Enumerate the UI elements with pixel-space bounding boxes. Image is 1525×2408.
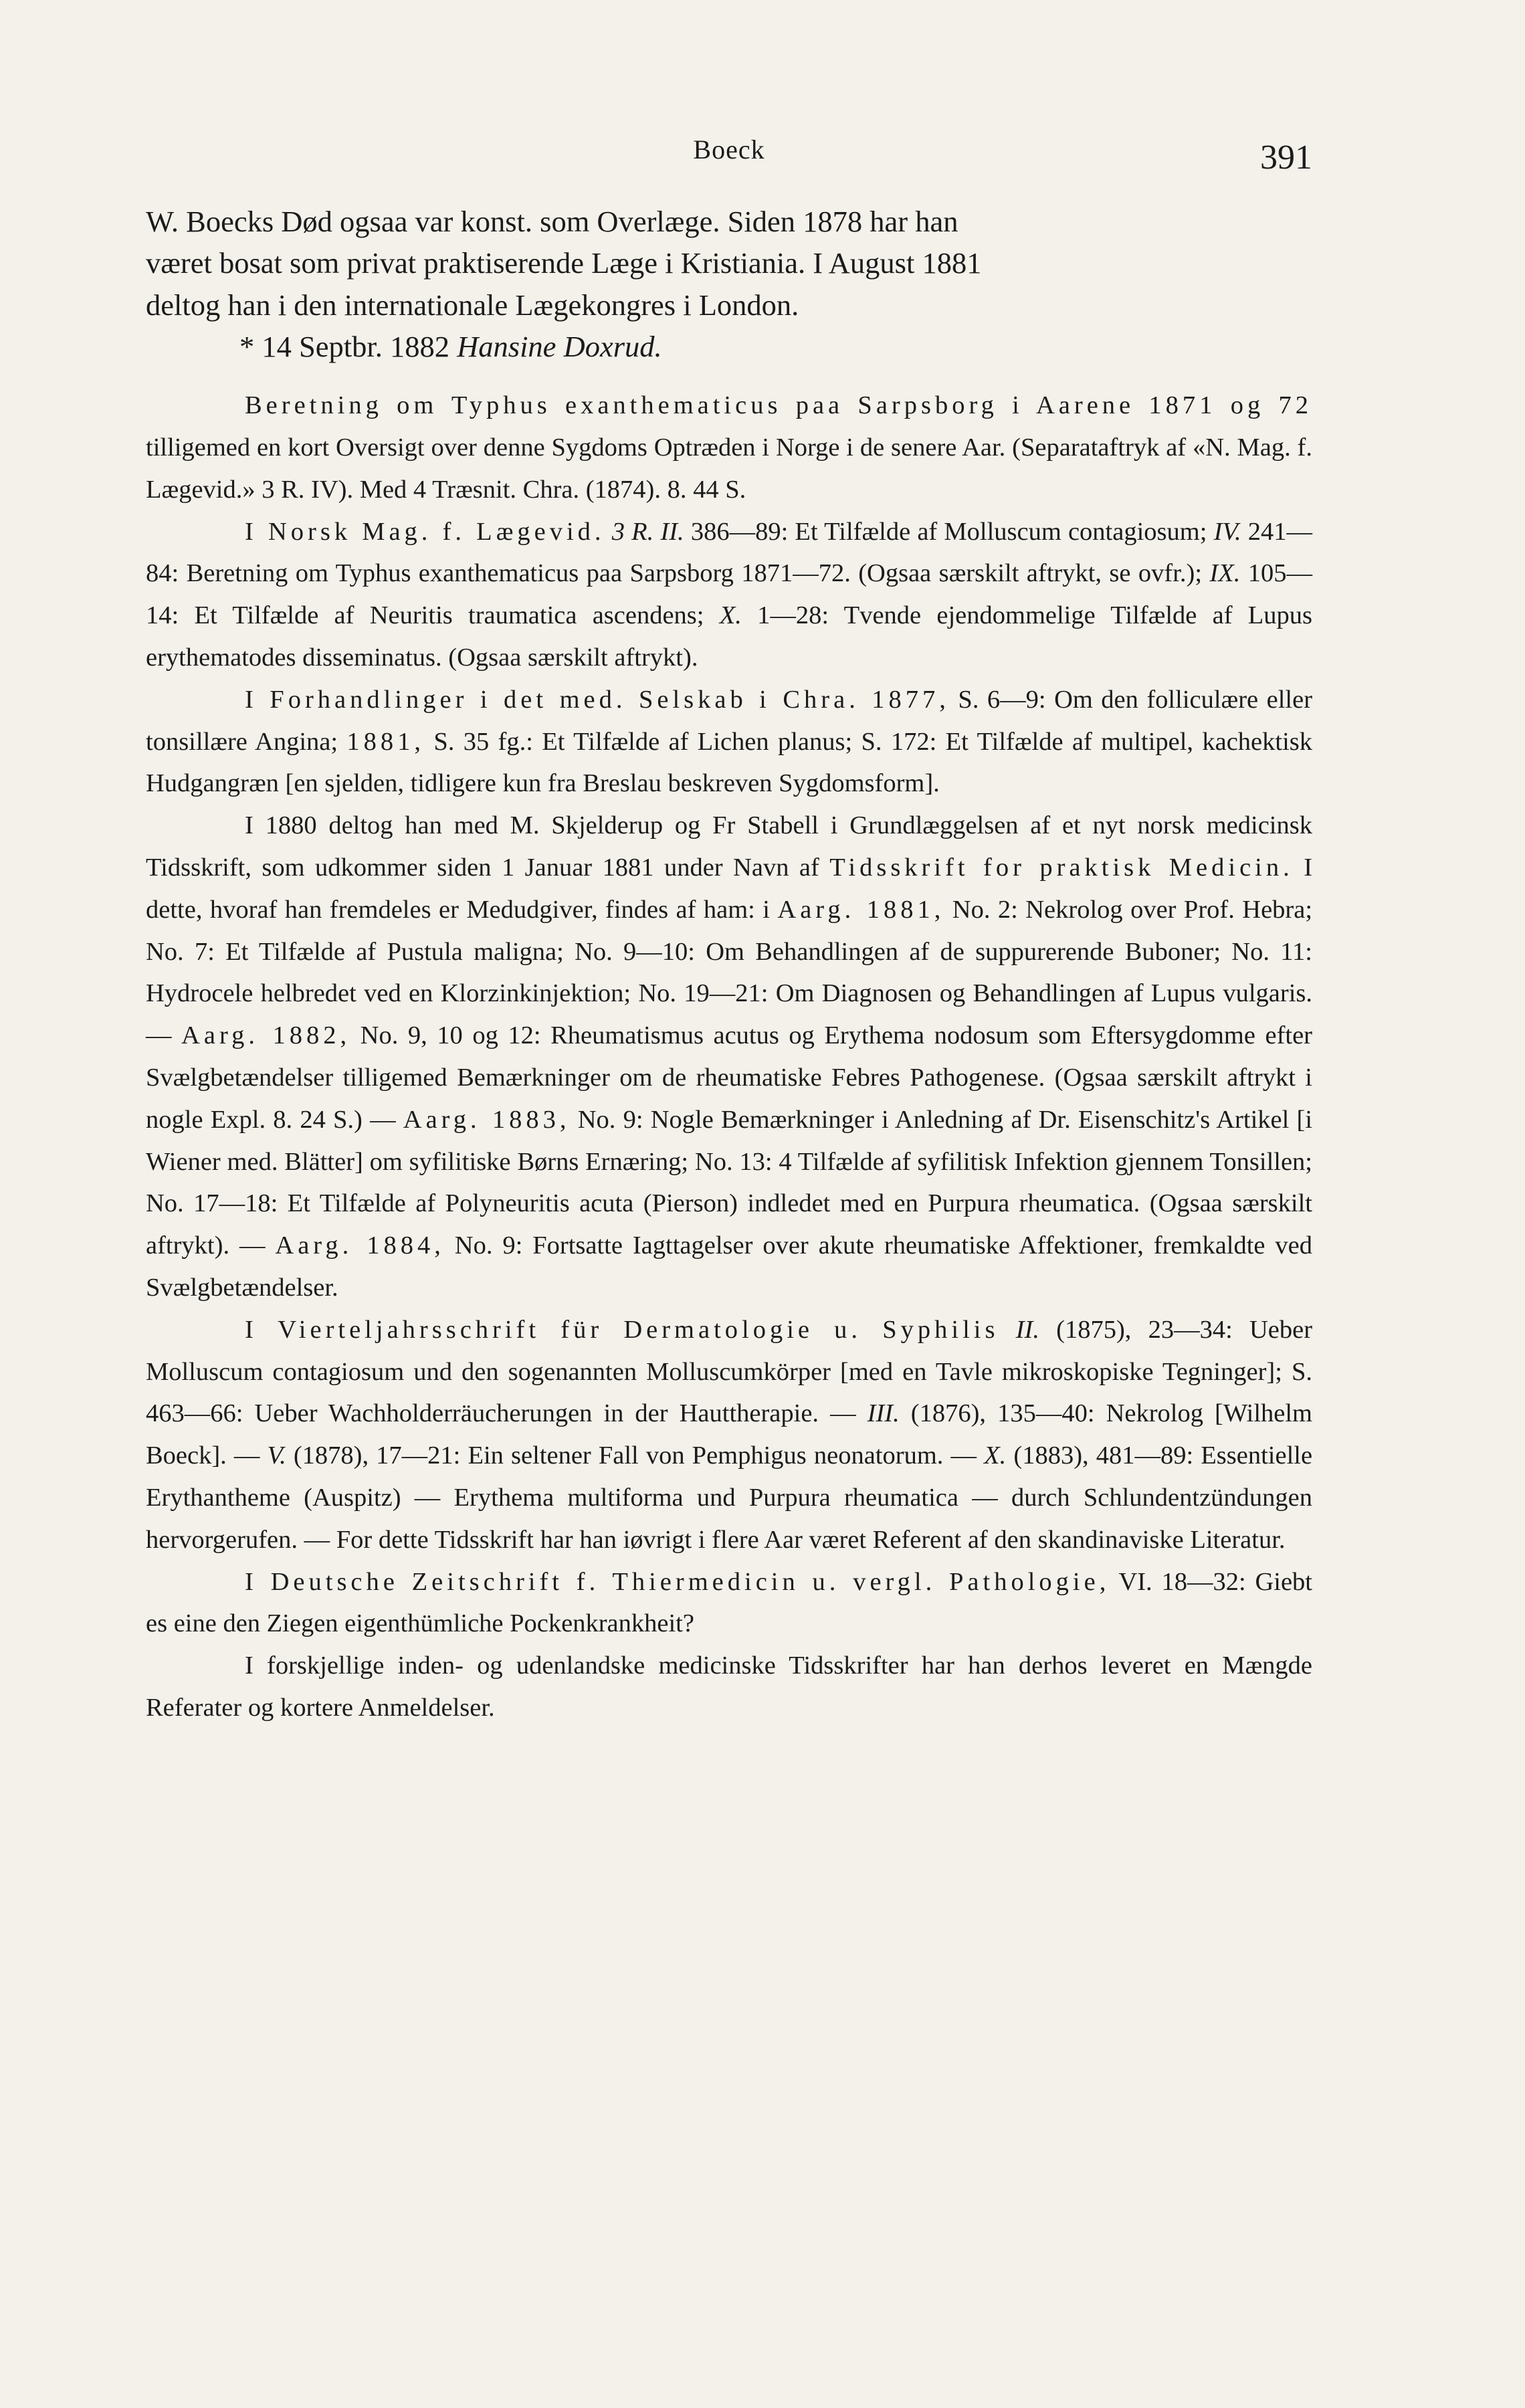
birth-date: * 14 Septbr. 1882	[239, 329, 449, 363]
volume-ref: III.	[867, 1399, 900, 1428]
entry-text: 241—84: Beretning om Typhus exanthematicus paa Sarpsborg 1871—72. (Ogsaa særskilt aftrykt, se ovfr.);	[146, 517, 1312, 588]
bibliography-entry-7	[146, 1645, 1312, 1729]
journal-name: Tidsskrift for praktisk Medicin.	[829, 853, 1294, 882]
volume-ref: V.	[267, 1441, 286, 1470]
bibliography-entry-2	[146, 511, 1312, 679]
bibliography-entry-6	[146, 1561, 1312, 1645]
page-number: 391	[1260, 138, 1312, 177]
volume-ref: X.	[719, 601, 742, 630]
bibliography-entry-1	[146, 385, 1312, 510]
entry-text: 386—89: Et Tilfælde af Molluscum contagiosum;	[690, 517, 1207, 546]
entry-text: No. 9: Fortsatte Iagttagelser over akute rheumatiske Affektioner, fremkaldte ved Svælgbetændelser.	[146, 1231, 1313, 1302]
year-ref: Aarg. 1883,	[403, 1105, 571, 1134]
journal-name: I Vierteljahrsschrift für Dermatologie u. Syphilis	[245, 1315, 999, 1344]
entry-text: VI. 18—32: Giebt es eine den Ziegen eigenthümliche Pockenkrankheit?	[146, 1567, 1313, 1638]
volume-ref: 3 R. II.	[611, 517, 684, 546]
volume-ref: IV.	[1213, 517, 1241, 546]
work-title: Beretning om Typhus exanthematicus paa Sarpsborg i Aarene 1871 og 72	[245, 391, 1312, 420]
entry-text: 105—14: Et Tilfælde af Neuritis traumatica ascendens;	[146, 559, 1312, 630]
bibliography-entry-4	[146, 805, 1312, 1309]
volume-ref: II.	[1015, 1315, 1039, 1344]
entry-text: I forskjellige inden- og udenlandske medicinske Tidsskrifter har han derhos leveret en Mængde Referater og kortere Anmeldelser.	[146, 1651, 1312, 1722]
volume-ref: IX.	[1209, 559, 1241, 588]
entry-text: S. 35 fg.: Et Tilfælde af Lichen planus; S. 172: Et Tilfælde af multipel, kachektisk Hudgangræn [en sjelden, tidligere kun fra Breslau beskreven Sygdomsform].	[146, 727, 1313, 798]
spouse-name: Hansine Doxrud.	[457, 329, 662, 363]
entry-text: No. 2: Nekrolog over Prof. Hebra; No. 7: Et Tilfælde af Pustula maligna; No. 9—10: Om Behandlingen af de suppurerende Buboner; No. 11: Hydrocele helbredet ved en Klorzinkinjektion; No. 19—21: Om Diagnosen og Behandlingen af Lupus vulgaris. —	[146, 895, 1313, 1050]
running-head	[146, 127, 1312, 201]
intro-line-2: været bosat som privat praktiserende Læge i Kristiania. I August 1881	[146, 246, 982, 280]
entry-text: No. 9: Nogle Bemærkninger i Anledning af Dr. Eisenschitz's Artikel [i Wiener med. Blätter] om syfilitiske Børns Ernæring; No. 13: 4 Tilfælde af syfilitisk Infektion gjennem Tonsillen; No. 17—18: Et Tilfælde af Polyneuritis acuta (Pierson) indledet med en Purpura rheumatica. (Ogsaa særskilt aftrykt). —	[146, 1105, 1313, 1260]
entry-text: S. 6—9: Om den folliculære eller tonsillære Angina;	[146, 685, 1313, 756]
entry-text: No. 9, 10 og 12: Rheumatismus acutus og Erythema nodosum som Eftersygdomme efter Svælgbetændelser tilligemed Bemærkninger om de rheumatiske Febres Pathogenese. (Ogsaa særskilt aftrykt i nogle Expl. 8. 24 S.) —	[146, 1021, 1313, 1134]
year-ref: Aarg. 1884,	[275, 1231, 445, 1260]
intro-line-1: W. Boecks Død ogsaa var konst. som Overlæge. Siden 1878 har han	[146, 205, 958, 238]
volume-ref: X.	[984, 1441, 1007, 1470]
intro-line-3: deltog han i den internationale Lægekongres i London.	[146, 288, 799, 322]
entry-text: I dette, hvoraf han fremdeles er Medudgiver, findes af ham: i	[146, 853, 1313, 924]
entry-text: (1875), 23—34: Ueber Molluscum contagiosum und den sogenannten Molluscumkörper [med en Tavle mikroskopiske Tegninger]; S. 463—66: Ueber Wachholderräucherungen in der Hauttherapie. —	[146, 1315, 1313, 1428]
running-title: Boeck	[693, 134, 765, 165]
entry-text: tilligemed en kort Oversigt over denne Sygdoms Optræden i Norge i de senere Aar. (Separataftryk af «N. Mag. f. Lægevid.» 3 R. IV). Med 4 Træsnit. Chra. (1874). 8. 44 S.	[146, 433, 1312, 504]
entry-text: 1—28: Tvende ejendommelige Tilfælde af Lupus erythematodes disseminatus. (Ogsaa særskilt aftrykt).	[146, 601, 1313, 672]
year-ref: Aarg. 1881,	[777, 895, 945, 924]
bibliography-entry-5	[146, 1309, 1312, 1561]
intro-paragraph	[146, 201, 1312, 367]
entry-text: I 1880 deltog han med M. Skjelderup og Fr Stabell i Grundlæggelsen af et nyt norsk medicinsk Tidsskrift, som udkommer siden 1 Januar 1881 under Navn af	[146, 811, 1312, 882]
journal-name: I Norsk Mag. f. Lægevid.	[245, 517, 605, 546]
journal-name: I Forhandlinger i det med. Selskab i Chra. 1877,	[245, 685, 950, 714]
bibliography-entry-3	[146, 679, 1312, 805]
birth-line	[146, 326, 1312, 367]
year-ref: Aarg. 1882,	[181, 1021, 351, 1050]
entry-text: (1878), 17—21: Ein seltener Fall von Pemphigus neonatorum. —	[293, 1441, 977, 1470]
document-page	[146, 127, 1312, 1729]
entry-text: (1876), 135—40: Nekrolog [Wilhelm Boeck]. —	[146, 1399, 1313, 1470]
journal-name: I Deutsche Zeitschrift f. Thiermedicin u. vergl. Pathologie,	[245, 1567, 1110, 1596]
entry-text: (1883), 481—89: Essentielle Erythantheme (Auspitz) — Erythema multiforma und Purpura rheumatica — durch Schlundentzündungen hervorgerufen. — For dette Tidsskrift har han iøvrigt i flere Aar været Referent af den skandinaviske Literatur.	[146, 1441, 1313, 1554]
year-ref: 1881,	[346, 727, 425, 756]
